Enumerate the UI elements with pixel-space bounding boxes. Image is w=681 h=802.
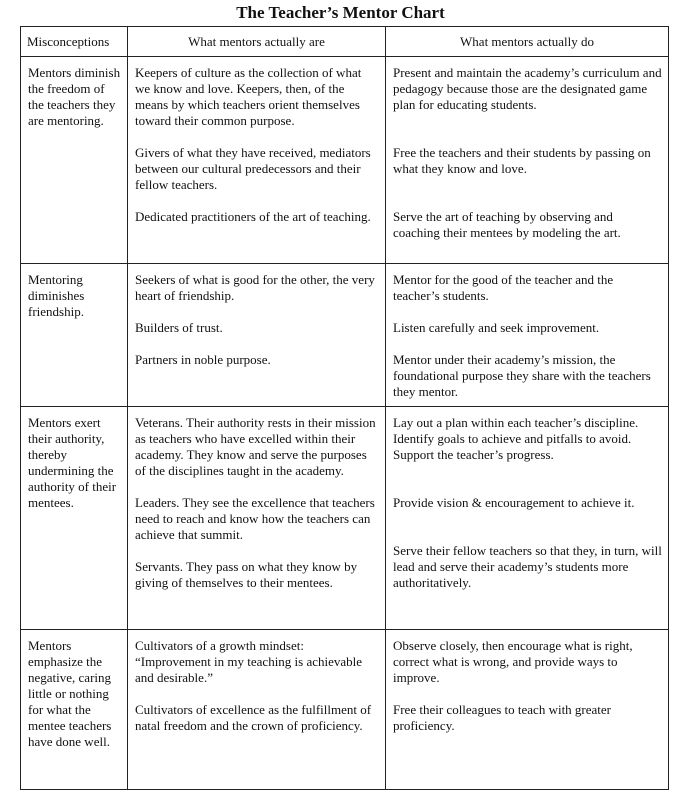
do-cell bbox=[386, 630, 669, 790]
do-item: Serve their fellow teachers so that they, in turn, will lead and serve their academy’s students more authoritatively. bbox=[393, 543, 662, 590]
do-item: Provide vision & encouragement to achieve it. bbox=[393, 495, 635, 510]
are-item: Servants. They pass on what they know by giving of themselves to their mentees. bbox=[135, 559, 358, 590]
misconception-cell: Mentoring diminishes friendship. bbox=[21, 264, 128, 407]
do-item: Free their colleagues to teach with greater proficiency. bbox=[393, 702, 612, 733]
do-item: Serve the art of teaching by observing and coaching their mentees by modeling the art. bbox=[393, 209, 621, 240]
are-cell bbox=[128, 407, 386, 630]
do-item: Lay out a plan within each teacher’s discipline. Identify goals to achieve and pitfalls to avoid. Support the teacher’s progress. bbox=[393, 415, 639, 462]
header-misconceptions: Misconceptions bbox=[21, 27, 128, 57]
are-item: Dedicated practitioners of the art of teaching. bbox=[135, 209, 371, 224]
are-item: Givers of what they have received, mediators between our cultural predecessors and their fellow teachers. bbox=[135, 145, 371, 192]
table-row bbox=[21, 264, 669, 407]
header-row bbox=[21, 27, 669, 57]
are-cell bbox=[128, 57, 386, 264]
are-item: Veterans. Their authority rests in their mission as teachers who have excelled within their academy. They know and serve the purposes of the disciplines taught in the academy. bbox=[135, 415, 376, 478]
are-item: Cultivators of excellence as the fulfillment of natal freedom and the crown of proficiency. bbox=[135, 702, 372, 733]
are-cell bbox=[128, 630, 386, 790]
chart-title: The Teacher’s Mentor Chart bbox=[236, 3, 445, 22]
are-item: Partners in noble purpose. bbox=[135, 352, 271, 367]
do-item: Mentor for the good of the teacher and the teacher’s students. bbox=[393, 272, 614, 303]
header-what-mentors-are: What mentors actually are bbox=[128, 27, 386, 57]
do-cell bbox=[386, 264, 669, 407]
do-item: Observe closely, then encourage what is right, correct what is wrong, and provide ways to improve. bbox=[393, 638, 633, 685]
are-item: Seekers of what is good for the other, the very heart of friendship. bbox=[135, 272, 375, 303]
mentor-chart-table bbox=[20, 26, 669, 790]
are-item: Keepers of culture as the collection of what we know and love. Keepers, then, of the means by which teachers orient themselves toward their common purpose. bbox=[135, 65, 362, 128]
are-item: Leaders. They see the excellence that teachers need to reach and know how the teachers can achieve that summit. bbox=[135, 495, 375, 542]
do-cell bbox=[386, 57, 669, 264]
are-item: Cultivators of a growth mindset: “Improvement in my teaching is achievable and desirable.” bbox=[135, 638, 363, 685]
misconception-cell: Mentors diminish the freedom of the teachers they are mentoring. bbox=[21, 57, 128, 264]
header-what-mentors-do: What mentors actually do bbox=[386, 27, 669, 57]
are-cell bbox=[128, 264, 386, 407]
misconception-cell: Mentors emphasize the negative, caring little or nothing for what the mentee teachers have done well. bbox=[21, 630, 128, 790]
do-item: Mentor under their academy’s mission, the foundational purpose they share with the teachers they mentor. bbox=[393, 352, 651, 399]
are-item: Builders of trust. bbox=[135, 320, 223, 335]
do-item: Present and maintain the academy’s curriculum and pedagogy because those are the designated game plan for educating students. bbox=[393, 65, 662, 112]
table-row bbox=[21, 630, 669, 790]
do-item: Free the teachers and their students by passing on what they know and love. bbox=[393, 145, 651, 176]
do-cell bbox=[386, 407, 669, 630]
misconception-cell: Mentors exert their authority, thereby undermining the authority of their mentees. bbox=[21, 407, 128, 630]
do-item: Listen carefully and seek improvement. bbox=[393, 320, 600, 335]
table-row bbox=[21, 57, 669, 264]
table-row bbox=[21, 407, 669, 630]
